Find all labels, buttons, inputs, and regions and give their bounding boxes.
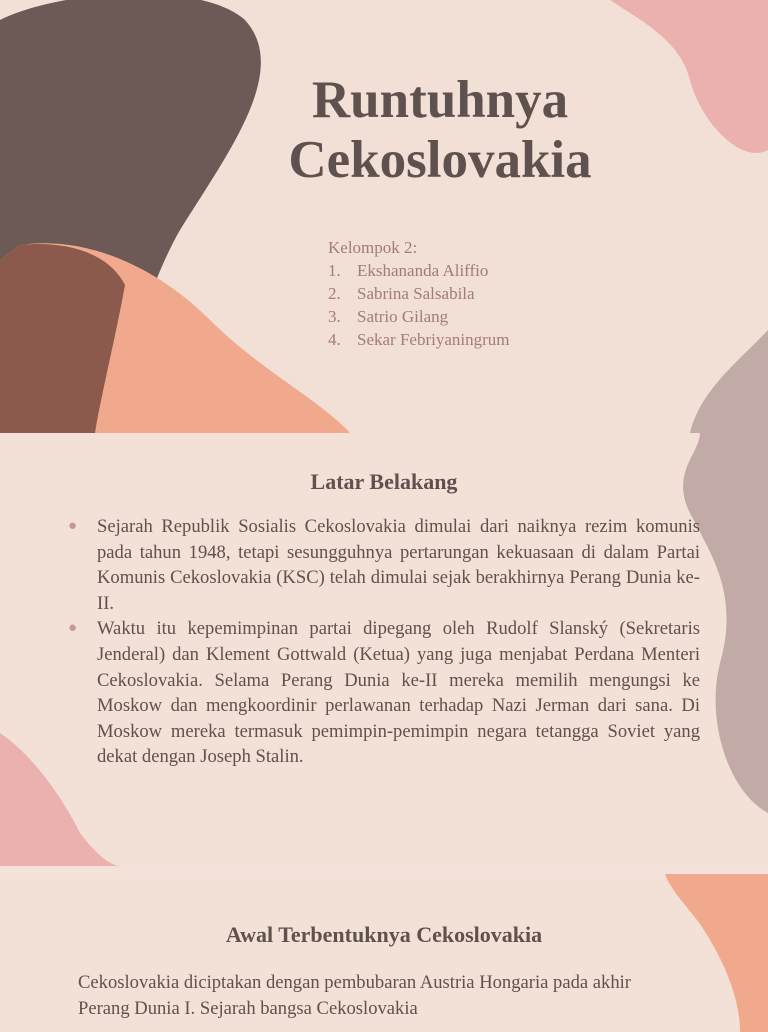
member-number: 4.: [328, 330, 341, 349]
member-name: Sabrina Salsabila: [357, 284, 475, 303]
bullet-text: Waktu itu kepemimpinan partai dipegang oleh Rudolf Slanský (Sekretaris Jenderal) dan Klement Gottwald (Ketua) yang juga menjabat Perdana Menteri Cekoslovakia. Selama Perang Dunia ke-II mereka memilih mengungsi ke Moskow dan mengkoordinir perlawanan terhadap Nazi Jerman dari sana. Di Moskow mereka termasuk pemimpin-pemimpin negara tetangga Soviet yang dekat dengan Joseph Stalin.: [97, 618, 700, 768]
list-item: [328, 282, 510, 305]
member-number: 2.: [328, 284, 341, 303]
decorative-blobs: [0, 0, 768, 433]
section-heading: Awal Terbentuknya Cekoslovakia: [225, 922, 543, 947]
member-number: 3.: [328, 307, 341, 326]
member-name: Ekshananda Aliffio: [357, 261, 489, 280]
member-number: 1.: [328, 261, 341, 280]
list-item: [328, 305, 510, 328]
list-item: [68, 616, 700, 770]
section-paragraph: Cekoslovakia diciptakan dengan pembubaran Austria Hongaria pada akhir Perang Dunia I. Sejarah bangsa Cekoslovakia: [78, 972, 631, 1019]
slide-title: [0, 0, 768, 433]
group-label: Kelompok 2:: [328, 238, 418, 257]
list-item: [328, 328, 510, 351]
list-item: [328, 259, 510, 282]
member-name: Satrio Gilang: [357, 307, 449, 326]
list-item: [68, 514, 700, 616]
group-members: [328, 236, 510, 351]
blob-peach-right: [665, 874, 768, 1032]
member-name: Sekar Febriyaningrum: [357, 330, 510, 349]
title-line-2: Cekoslovakia: [288, 131, 592, 189]
blob-mauve-right: [690, 330, 768, 433]
section-heading: Latar Belakang: [310, 469, 458, 494]
presentation-title: [240, 70, 640, 190]
bullet-text: Sejarah Republik Sosialis Cekoslovakia dimulai dari naiknya rezim komunis pada tahun 1948, tetapi sesungguhnya pertarungan kekuasaan di dalam Partai Komunis Cekoslovakia (KSC) telah dimulai sejak berakhirnya Perang Dunia ke-II.: [97, 516, 700, 614]
bullet-list: [68, 514, 700, 770]
title-line-1: Runtuhnya: [311, 71, 569, 129]
bullet-dot-icon: ●: [68, 620, 78, 637]
bullet-dot-icon: ●: [68, 518, 78, 534]
member-list: [328, 259, 510, 351]
